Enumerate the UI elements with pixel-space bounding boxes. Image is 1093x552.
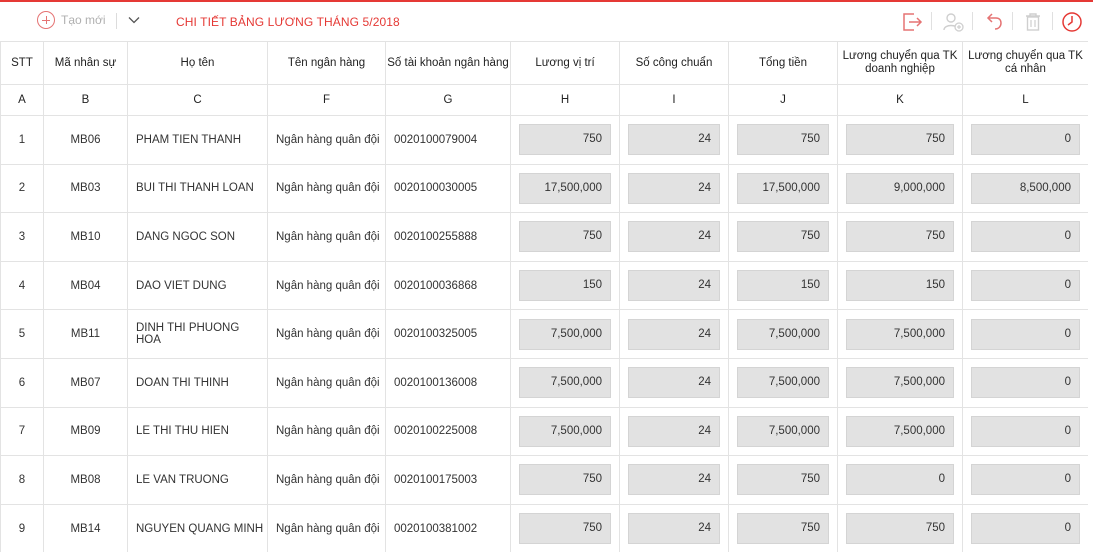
employee-code-cell: MB11 <box>44 310 128 359</box>
bank-name-cell: Ngân hàng quân đội <box>268 407 386 456</box>
personal-account-transfer-field[interactable]: 0 <box>971 124 1080 155</box>
full-name-cell: DAO VIET DUNG <box>128 261 268 310</box>
position-salary-field[interactable]: 750 <box>519 513 611 544</box>
personal-account-transfer-field[interactable]: 0 <box>971 416 1080 447</box>
stt-cell: 3 <box>1 213 44 262</box>
toolbar-divider <box>931 12 932 30</box>
column-letter: A <box>1 85 44 116</box>
account-number-cell: 0020100136008 <box>386 358 511 407</box>
account-number-cell: 0020100030005 <box>386 164 511 213</box>
employee-code-cell: MB10 <box>44 213 128 262</box>
personal-account-transfer-field[interactable]: 0 <box>971 513 1080 544</box>
account-number-cell: 0020100325005 <box>386 310 511 359</box>
column-header[interactable]: Số công chuẩn <box>620 42 729 85</box>
table-row[interactable] <box>1 310 1089 359</box>
column-header[interactable]: Mã nhân sự <box>44 42 128 85</box>
personal-account-transfer-field[interactable]: 0 <box>971 270 1080 301</box>
standard-days-field[interactable]: 24 <box>628 270 720 301</box>
column-letter: G <box>386 85 511 116</box>
account-number-cell: 0020100175003 <box>386 456 511 505</box>
standard-days-field[interactable]: 24 <box>628 416 720 447</box>
position-salary-field[interactable]: 7,500,000 <box>519 367 611 398</box>
standard-days-field[interactable]: 24 <box>628 367 720 398</box>
position-salary-field[interactable]: 750 <box>519 124 611 155</box>
stt-cell: 2 <box>1 164 44 213</box>
table-row[interactable] <box>1 164 1089 213</box>
full-name-cell: DANG NGOC SON <box>128 213 268 262</box>
standard-days-field[interactable]: 24 <box>628 464 720 495</box>
employee-code-cell: MB03 <box>44 164 128 213</box>
full-name-cell: BUI THI THANH LOAN <box>128 164 268 213</box>
total-amount-field[interactable]: 750 <box>737 221 829 252</box>
column-letter: K <box>838 85 963 116</box>
employee-code-cell: MB04 <box>44 261 128 310</box>
toolbar-divider <box>972 12 973 30</box>
full-name-cell: NGUYEN QUANG MINH <box>128 504 268 552</box>
column-header[interactable]: Lương chuyển qua TK doanh nghiệp <box>838 42 963 85</box>
account-number-cell: 0020100079004 <box>386 116 511 165</box>
column-header[interactable]: Tổng tiền <box>729 42 838 85</box>
company-account-transfer-field[interactable]: 750 <box>846 221 954 252</box>
history-clock-icon[interactable] <box>1060 10 1084 34</box>
standard-days-field[interactable]: 24 <box>628 221 720 252</box>
table-row[interactable] <box>1 407 1089 456</box>
salary-detail-grid <box>0 41 1093 552</box>
personal-account-transfer-field[interactable]: 8,500,000 <box>971 173 1080 204</box>
column-letter: F <box>268 85 386 116</box>
table-row[interactable] <box>1 504 1089 552</box>
bank-name-cell: Ngân hàng quân đội <box>268 164 386 213</box>
full-name-cell: PHAM TIEN THANH <box>128 116 268 165</box>
total-amount-field[interactable]: 750 <box>737 513 829 544</box>
total-amount-field[interactable]: 17,500,000 <box>737 173 829 204</box>
company-account-transfer-field[interactable]: 7,500,000 <box>846 319 954 350</box>
employee-code-cell: MB09 <box>44 407 128 456</box>
column-letter: H <box>511 85 620 116</box>
column-header[interactable]: Họ tên <box>128 42 268 85</box>
position-salary-field[interactable]: 7,500,000 <box>519 416 611 447</box>
bank-name-cell: Ngân hàng quân đội <box>268 116 386 165</box>
toolbar-divider <box>116 13 117 29</box>
vertical-scrollbar[interactable] <box>1088 41 1093 552</box>
company-account-transfer-field[interactable]: 0 <box>846 464 954 495</box>
table-row[interactable] <box>1 213 1089 262</box>
position-salary-field[interactable]: 750 <box>519 464 611 495</box>
employee-code-cell: MB06 <box>44 116 128 165</box>
table-body <box>1 116 1089 552</box>
employee-code-cell: MB07 <box>44 358 128 407</box>
personal-account-transfer-field[interactable]: 0 <box>971 367 1080 398</box>
column-header[interactable]: Số tài khoản ngân hàng <box>386 42 511 85</box>
bank-name-cell: Ngân hàng quân đội <box>268 358 386 407</box>
column-header[interactable]: Lương chuyển qua TK cá nhân <box>963 42 1089 85</box>
total-amount-field[interactable]: 7,500,000 <box>737 319 829 350</box>
account-number-cell: 0020100381002 <box>386 504 511 552</box>
company-account-transfer-field[interactable]: 7,500,000 <box>846 416 954 447</box>
company-account-transfer-field[interactable]: 750 <box>846 124 954 155</box>
trash-icon[interactable] <box>1021 10 1045 34</box>
undo-icon[interactable] <box>981 10 1005 34</box>
stt-cell: 6 <box>1 358 44 407</box>
total-amount-field[interactable]: 7,500,000 <box>737 416 829 447</box>
salary-table <box>0 41 1089 552</box>
full-name-cell: DOAN THI THINH <box>128 358 268 407</box>
position-salary-field[interactable]: 17,500,000 <box>519 173 611 204</box>
personal-account-transfer-field[interactable]: 0 <box>971 464 1080 495</box>
new-button[interactable] <box>37 11 106 29</box>
toolbar <box>0 2 1093 41</box>
toolbar-divider <box>1012 12 1013 30</box>
total-amount-field[interactable]: 150 <box>737 270 829 301</box>
bank-name-cell: Ngân hàng quân đội <box>268 261 386 310</box>
full-name-cell: DINH THI PHUONG HOA <box>128 310 268 359</box>
account-number-cell: 0020100225008 <box>386 407 511 456</box>
full-name-cell: LE THI THU HIEN <box>128 407 268 456</box>
add-user-icon[interactable] <box>941 10 965 34</box>
position-salary-field[interactable]: 150 <box>519 270 611 301</box>
stt-cell: 8 <box>1 456 44 505</box>
position-salary-field[interactable]: 7,500,000 <box>519 319 611 350</box>
company-account-transfer-field[interactable]: 750 <box>846 513 954 544</box>
company-account-transfer-field[interactable]: 150 <box>846 270 954 301</box>
standard-days-field[interactable]: 24 <box>628 513 720 544</box>
table-row[interactable] <box>1 456 1089 505</box>
employee-code-cell: MB14 <box>44 504 128 552</box>
company-account-transfer-field[interactable]: 7,500,000 <box>846 367 954 398</box>
page-title: CHI TIẾT BẢNG LƯƠNG THÁNG 5/2018 <box>176 15 400 29</box>
header-row <box>1 42 1089 85</box>
stt-cell: 9 <box>1 504 44 552</box>
total-amount-field[interactable]: 7,500,000 <box>737 367 829 398</box>
new-button-label: Tạo mới <box>61 13 106 27</box>
total-amount-field[interactable]: 750 <box>737 124 829 155</box>
account-number-cell: 0020100036868 <box>386 261 511 310</box>
column-letter: L <box>963 85 1089 116</box>
column-letter: I <box>620 85 729 116</box>
stt-cell: 4 <box>1 261 44 310</box>
table-row[interactable] <box>1 261 1089 310</box>
chevron-down-icon[interactable] <box>127 13 141 27</box>
export-icon[interactable] <box>900 10 924 34</box>
column-header[interactable]: Tên ngân hàng <box>268 42 386 85</box>
column-letter: B <box>44 85 128 116</box>
column-letter-row <box>1 85 1089 116</box>
stt-cell: 7 <box>1 407 44 456</box>
column-letter: C <box>128 85 268 116</box>
personal-account-transfer-field[interactable]: 0 <box>971 221 1080 252</box>
column-header[interactable]: Lương vị trí <box>511 42 620 85</box>
bank-name-cell: Ngân hàng quân đội <box>268 504 386 552</box>
plus-circle-icon <box>37 11 55 29</box>
account-number-cell: 0020100255888 <box>386 213 511 262</box>
bank-name-cell: Ngân hàng quân đội <box>268 456 386 505</box>
standard-days-field[interactable]: 24 <box>628 173 720 204</box>
table-row[interactable] <box>1 116 1089 165</box>
total-amount-field[interactable]: 750 <box>737 464 829 495</box>
column-header[interactable]: STT <box>1 42 44 85</box>
personal-account-transfer-field[interactable]: 0 <box>971 319 1080 350</box>
standard-days-field[interactable]: 24 <box>628 124 720 155</box>
company-account-transfer-field[interactable]: 9,000,000 <box>846 173 954 204</box>
column-letter: J <box>729 85 838 116</box>
stt-cell: 1 <box>1 116 44 165</box>
bank-name-cell: Ngân hàng quân đội <box>268 213 386 262</box>
position-salary-field[interactable]: 750 <box>519 221 611 252</box>
bank-name-cell: Ngân hàng quân đội <box>268 310 386 359</box>
standard-days-field[interactable]: 24 <box>628 319 720 350</box>
stt-cell: 5 <box>1 310 44 359</box>
table-row[interactable] <box>1 358 1089 407</box>
employee-code-cell: MB08 <box>44 456 128 505</box>
full-name-cell: LE VAN TRUONG <box>128 456 268 505</box>
toolbar-divider <box>1052 12 1053 30</box>
